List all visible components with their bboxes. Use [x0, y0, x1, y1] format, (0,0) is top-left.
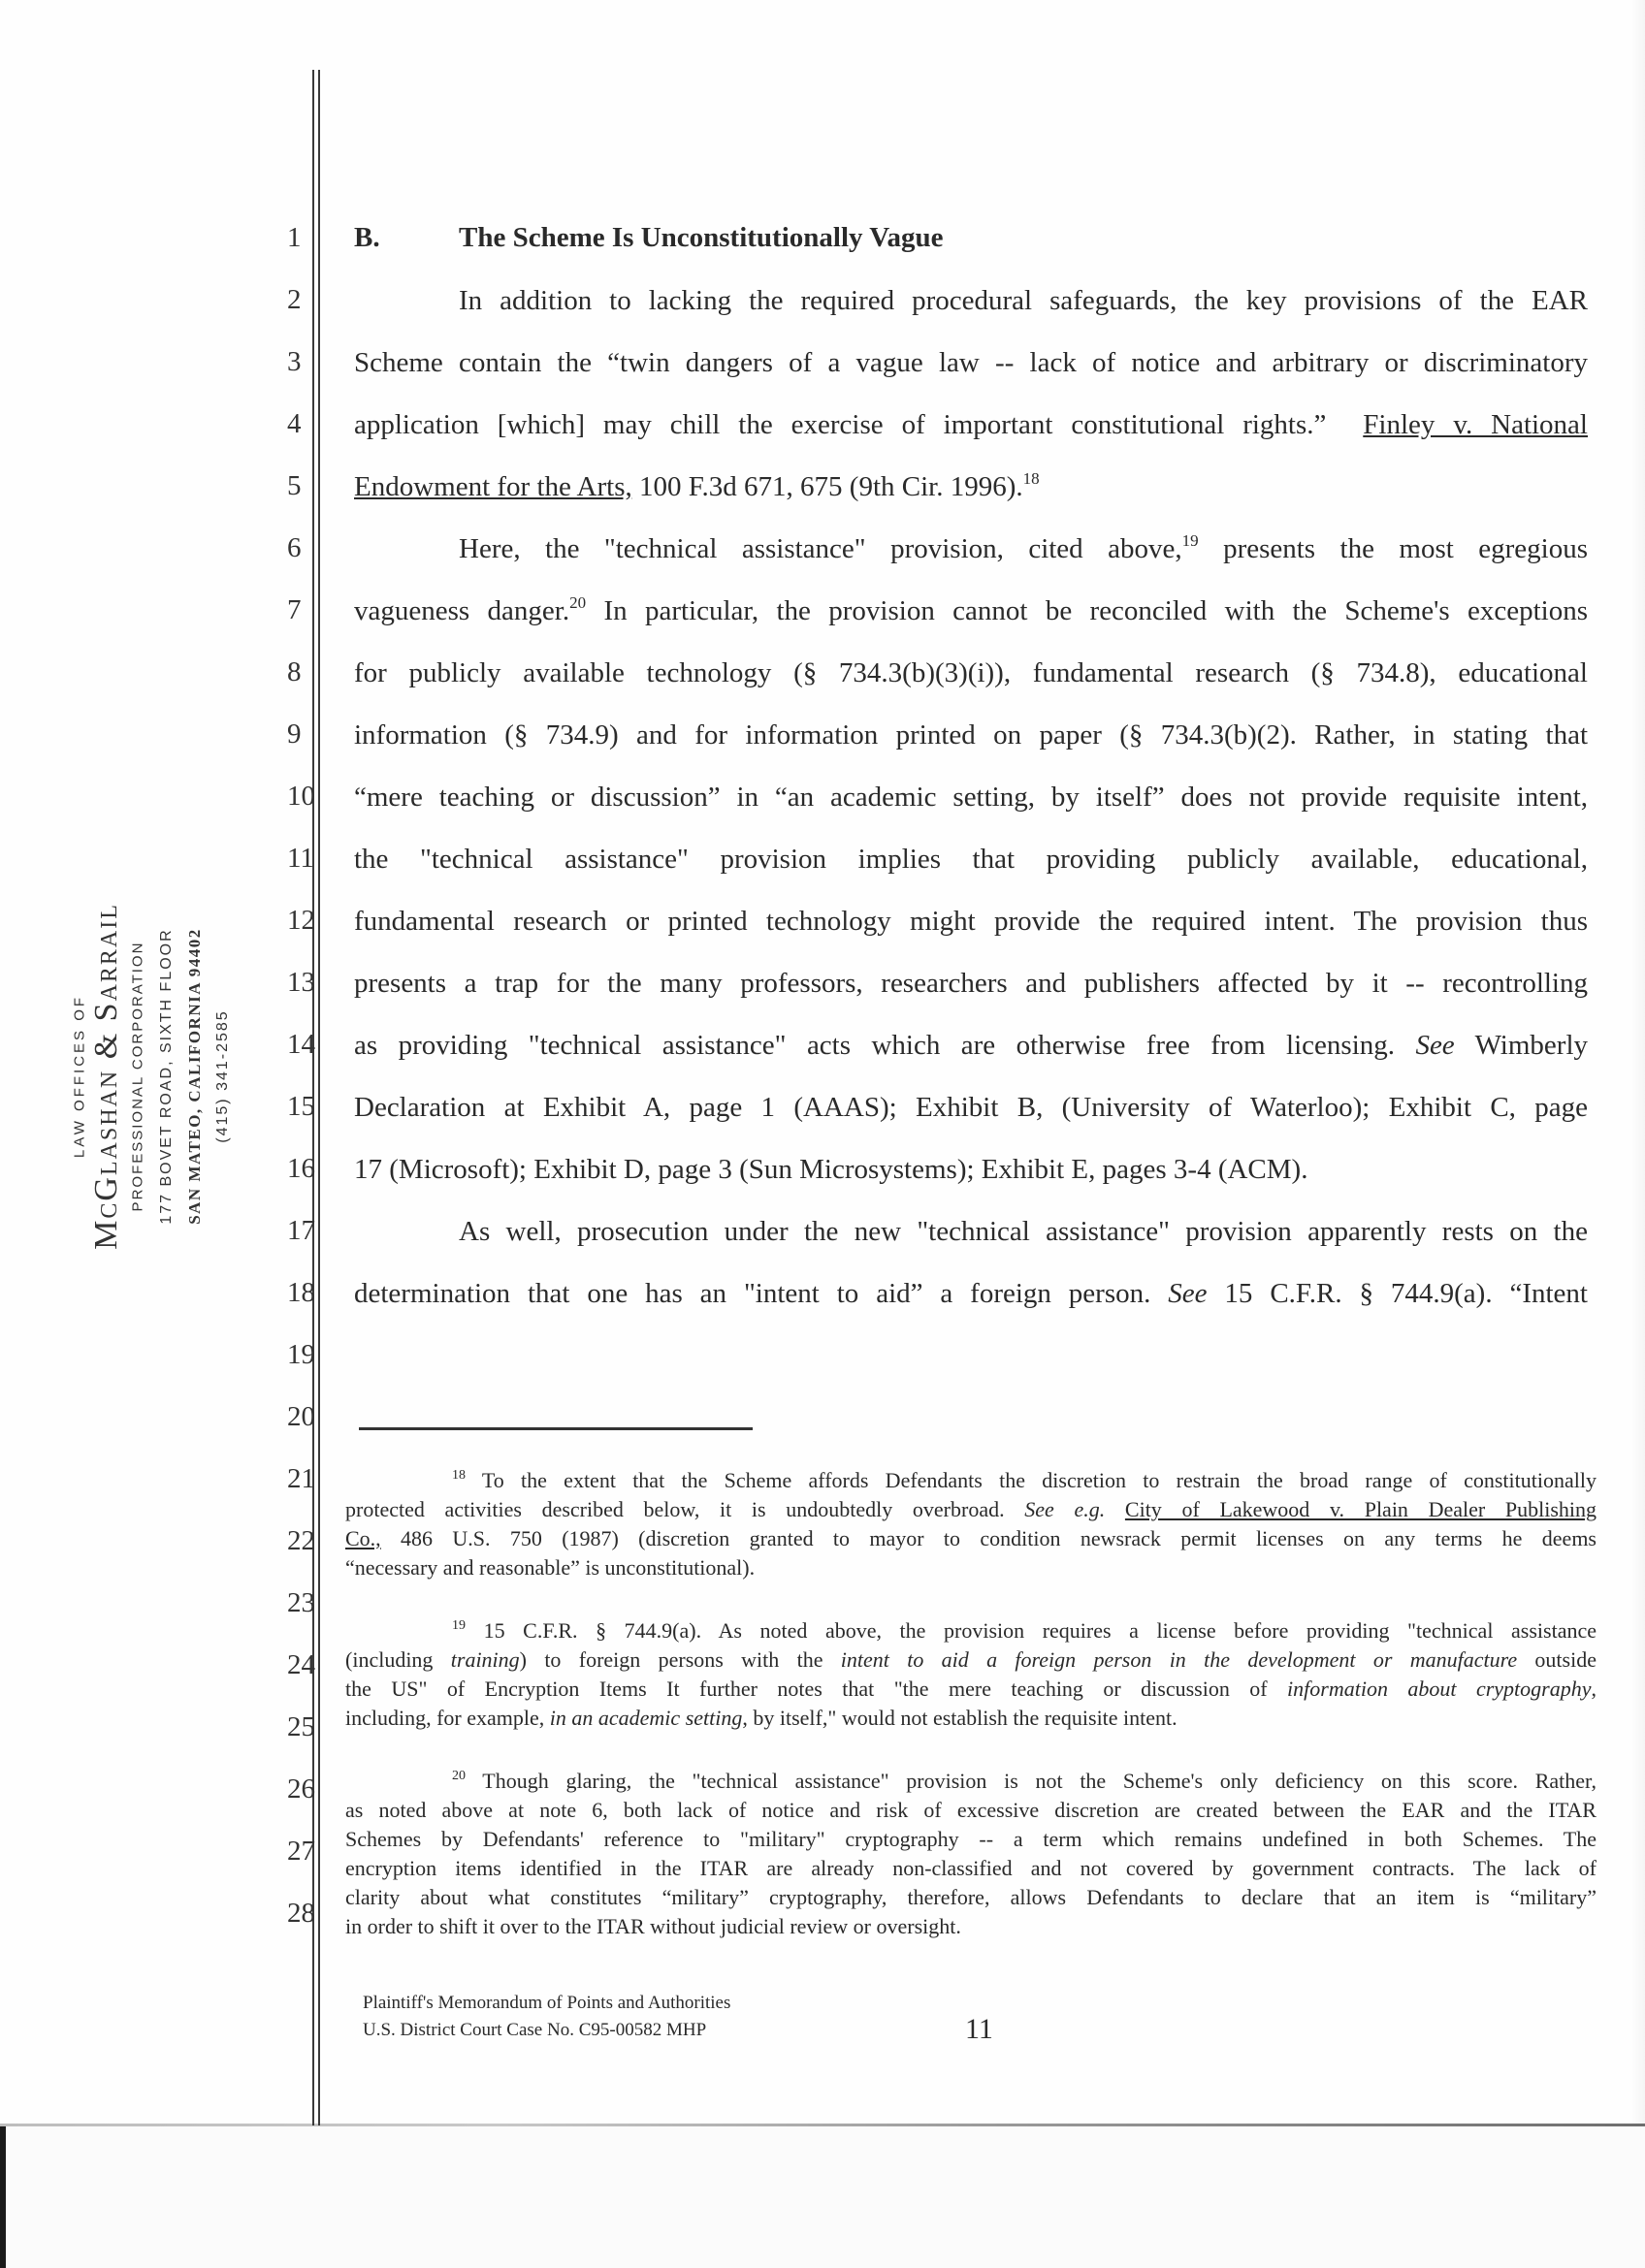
body-text: as providing "technical assistance" acts which are otherwise free from licensing. — [354, 1030, 1416, 1061]
body-line-11 — [354, 842, 1588, 877]
body-text: 15 C.F.R. § 744.9(a). “Intent — [1207, 1278, 1588, 1309]
footnote-line — [345, 1524, 1597, 1553]
footnote-line — [345, 1616, 1597, 1645]
signal-see-eg: See e.g. — [1024, 1497, 1106, 1521]
footnote-separator — [359, 1427, 753, 1430]
footnote-emphasis: intent to aid a foreign person in the development or manufacture — [840, 1647, 1518, 1672]
signal-see: See — [1168, 1278, 1208, 1309]
letterhead-phone: (415) 341-2585 — [214, 1009, 231, 1143]
footnote-line — [345, 1796, 1597, 1825]
letterhead-law-offices: LAW OFFICES OF — [71, 994, 88, 1159]
case-citation-lakewood: City of Lakewood v. Plain Dealer Publishing — [1124, 1497, 1597, 1521]
scan-background — [0, 2126, 1645, 2268]
line-number: 11 — [287, 843, 314, 874]
footnote-line — [345, 1883, 1597, 1912]
section-letter: B. — [354, 222, 380, 253]
page-number: 11 — [965, 2013, 993, 2045]
footnote-text: To the extent that the Scheme affords Defendants the discretion to restrain the broad range of constitutionally — [466, 1468, 1597, 1492]
letterhead-firm-name: McGlashan & Sarrail — [88, 903, 124, 1250]
line-number: 5 — [287, 470, 302, 501]
footnote-line — [345, 1825, 1597, 1854]
body-text: In particular, the provision cannot be reconciled with the Scheme's exceptions — [586, 595, 1588, 626]
line-number: 10 — [287, 781, 315, 812]
line-number: 16 — [287, 1153, 315, 1184]
scanner-strip — [0, 2126, 6, 2268]
line-number: 9 — [287, 719, 302, 750]
footnote-emphasis: information about cryptography — [1287, 1677, 1592, 1701]
line-number: 8 — [287, 656, 302, 687]
body-text: Wimberly — [1454, 1030, 1589, 1061]
page-footer — [363, 1990, 730, 2044]
footnote-line — [345, 1466, 1597, 1495]
footnote-line — [345, 1645, 1597, 1675]
footnote-text: the US" of Encryption Items It further notes that "the mere teaching or discussion of — [345, 1677, 1288, 1701]
footnote-text: Though glaring, the "technical assistance" provision is not the Scheme's only deficiency on this score. Rather, — [466, 1769, 1597, 1793]
body-line-10 — [354, 780, 1588, 815]
body-line-16 — [354, 1152, 1588, 1187]
body-line-5 — [354, 469, 1588, 504]
footnote-number: 20 — [452, 1769, 466, 1783]
body-text: In addition to lacking the required procedural safeguards, the key provisions of the EAR — [459, 285, 1588, 316]
footer-document-title: Plaintiff's Memorandum of Points and Authorities — [363, 1993, 731, 2013]
line-number: 26 — [287, 1773, 315, 1805]
footnote-text: ) to foreign persons with the — [519, 1647, 841, 1672]
body-text: application [which] may chill the exercise of important constitutional rights.” — [354, 409, 1327, 440]
body-text: Scheme contain the “twin dangers of a vague law -- lack of notice and arbitrary or discriminatory — [354, 347, 1588, 378]
body-line-18 — [354, 1276, 1588, 1311]
footnote-ref-19[interactable]: 19 — [1181, 531, 1199, 550]
body-line-4 — [354, 407, 1588, 442]
footnote-number: 18 — [452, 1468, 466, 1483]
footer-case-number: U.S. District Court Case No. C95-00582 MHP — [363, 2020, 707, 2040]
body-line-13 — [354, 966, 1588, 1001]
footnote-18 — [345, 1466, 1597, 1582]
footnote-text: 486 U.S. 750 (1987) (discretion granted to mayor to condition newsrack permit licenses on any terms he deems — [380, 1526, 1597, 1550]
line-number: 19 — [287, 1339, 315, 1370]
case-citation-finley: Finley v. National — [1363, 409, 1588, 440]
line-number: 27 — [287, 1836, 315, 1867]
footnote-text: Schemes by Defendants' reference to "military" cryptography -- a term which remains undefined in both Schemes. The — [345, 1827, 1597, 1851]
line-number: 24 — [287, 1649, 315, 1680]
line-number: 15 — [287, 1091, 315, 1122]
case-citation-lakewood-cont: Co., — [345, 1526, 381, 1550]
footnote-text: “necessary and reasonable” is unconstitutional). — [345, 1555, 756, 1580]
body-line-8 — [354, 655, 1588, 690]
body-text: presents the most egregious — [1198, 533, 1588, 564]
footnote-text: in order to shift it over to the ITAR without judicial review or oversight. — [345, 1914, 961, 1938]
body-text: “mere teaching or discussion” in “an academic setting, by itself” does not provide requisite intent, — [354, 782, 1588, 813]
footnote-19 — [345, 1616, 1597, 1733]
footnote-text: including, for example, — [345, 1706, 550, 1730]
footnote-20 — [345, 1767, 1597, 1941]
footnote-emphasis: training — [450, 1647, 520, 1672]
section-heading — [354, 220, 1588, 255]
body-line-15 — [354, 1090, 1588, 1125]
footnote-line — [345, 1767, 1597, 1796]
footnote-text: encryption items identified in the ITAR are already non-classified and not covered by government contracts. The lack of — [345, 1856, 1597, 1880]
line-number: 21 — [287, 1463, 315, 1494]
body-line-17 — [354, 1214, 1588, 1249]
body-text: the "technical assistance" provision implies that providing publicly available, educational, — [354, 844, 1588, 875]
footnote-line — [345, 1675, 1597, 1704]
line-number: 2 — [287, 284, 302, 315]
body-line-3 — [354, 345, 1588, 380]
body-line-12 — [354, 904, 1588, 939]
line-number: 28 — [287, 1898, 315, 1929]
letterhead-address: 177 BOVET ROAD, SIXTH FLOOR — [158, 928, 175, 1225]
line-number: 1 — [287, 222, 302, 253]
body-text: presents a trap for the many professors, researchers and publishers affected by it -- recontrolling — [354, 968, 1588, 999]
body-text: Declaration at Exhibit A, page 1 (AAAS); Exhibit B, (University of Waterloo); Exhibit C, page — [354, 1092, 1588, 1123]
line-number: 7 — [287, 594, 302, 625]
line-number: 25 — [287, 1711, 315, 1742]
body-line-7 — [354, 593, 1588, 628]
letterhead-corporation: PROFESSIONAL CORPORATION — [129, 941, 146, 1212]
body-text: 100 F.3d 671, 675 (9th Cir. 1996). — [631, 471, 1023, 502]
scan-shadow — [1631, 0, 1645, 2125]
letterhead-city: SAN MATEO, CALIFORNIA 94402 — [185, 928, 204, 1225]
footnote-text: (including — [345, 1647, 451, 1672]
signal-see: See — [1415, 1030, 1455, 1061]
body-text: fundamental research or printed technology might provide the required intent. The provision thus — [354, 906, 1588, 937]
footnote-line — [345, 1854, 1597, 1883]
letterhead — [58, 853, 252, 1299]
line-number: 17 — [287, 1215, 315, 1246]
footnote-line — [345, 1495, 1597, 1524]
line-number: 22 — [287, 1525, 315, 1556]
footnote-text: as noted above at note 6, both lack of notice and risk of excessive discretion are created between the EAR and the ITAR — [345, 1798, 1597, 1822]
footnote-text: protected activities described below, it is undoubtedly overbroad. — [345, 1497, 1025, 1521]
line-number: 3 — [287, 346, 302, 377]
body-line-6 — [354, 531, 1588, 566]
line-number: 23 — [287, 1587, 315, 1618]
body-text: 17 (Microsoft); Exhibit D, page 3 (Sun Microsystems); Exhibit E, pages 3-4 (ACM). — [354, 1154, 1308, 1185]
footnote-line — [345, 1553, 1597, 1582]
footnote-text: , — [1591, 1677, 1597, 1701]
line-number: 20 — [287, 1401, 315, 1432]
footnote-number: 19 — [452, 1618, 466, 1633]
footnote-text: outside — [1517, 1647, 1597, 1672]
footnote-ref-20[interactable]: 20 — [569, 593, 587, 612]
body-text: vagueness danger. — [354, 595, 570, 626]
line-number: 12 — [287, 905, 315, 936]
body-line-2 — [354, 283, 1588, 318]
footnote-text: 15 C.F.R. § 744.9(a). As noted above, the provision requires a license before providing "technical assistance — [466, 1618, 1597, 1643]
line-number: 4 — [287, 408, 302, 439]
line-number: 18 — [287, 1277, 315, 1308]
footnote-text: , by itself," would not establish the requisite intent. — [742, 1706, 1177, 1730]
footnote-line — [345, 1912, 1597, 1941]
body-text: As well, prosecution under the new "technical assistance" provision apparently rests on the — [459, 1216, 1588, 1247]
footnote-text: clarity about what constitutes “military” cryptography, therefore, allows Defendants to declare that an item is “military” — [345, 1885, 1597, 1909]
case-citation-finley-cont: Endowment for the Arts, — [354, 471, 632, 502]
body-line-9 — [354, 718, 1588, 752]
body-line-14 — [354, 1028, 1588, 1063]
line-number: 14 — [287, 1029, 315, 1060]
body-text: information (§ 734.9) and for information printed on paper (§ 734.3(b)(2). Rather, in stating that — [354, 719, 1588, 751]
body-text: determination that one has an "intent to aid” a foreign person. — [354, 1278, 1169, 1309]
line-number: 13 — [287, 967, 315, 998]
line-number: 6 — [287, 532, 302, 563]
footnote-line — [345, 1704, 1597, 1733]
footnote-emphasis: in an academic setting — [549, 1706, 743, 1730]
footnote-ref-18[interactable]: 18 — [1022, 469, 1040, 488]
body-text: Here, the "technical assistance" provision, cited above, — [459, 533, 1182, 564]
section-title: The Scheme Is Unconstitutionally Vague — [459, 222, 944, 253]
body-text: for publicly available technology (§ 734.3(b)(3)(i)), fundamental research (§ 734.8), educational — [354, 657, 1588, 688]
